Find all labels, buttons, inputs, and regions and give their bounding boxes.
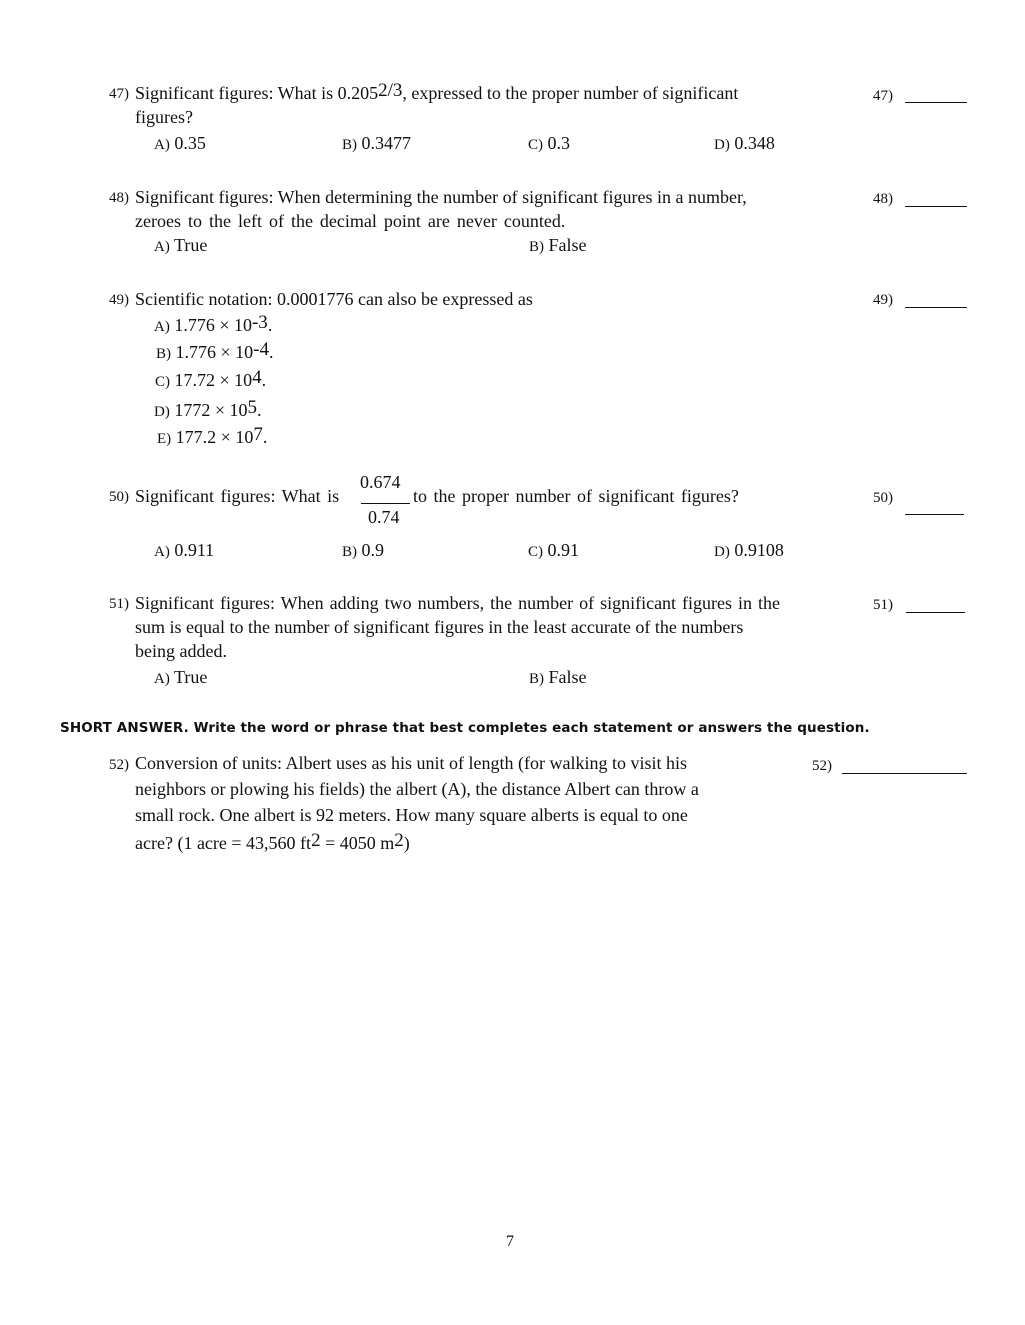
answer-number: 47) xyxy=(873,88,893,104)
answer-number: 51) xyxy=(873,597,893,613)
fraction-numerator: 0.674 xyxy=(360,472,401,492)
option-d[interactable]: D) $1772 \times 10^5$. xyxy=(154,397,262,420)
question-text: Significant figures: When adding two numbers, the number of significant figures in the xyxy=(135,593,781,613)
question-text: Significant figures: When determining the number of significant figures in a number, xyxy=(135,187,747,207)
answer-number: 49) xyxy=(873,292,893,308)
question-text-cont: small rock. One albert is 92 meters. How many square alberts is equal to one xyxy=(135,805,688,825)
question-text-suffix: to the proper number of significant figures? xyxy=(413,486,739,506)
question-text: Significant figures: What is $0.205^{2/3}$, expressed to the proper number of significant xyxy=(135,80,739,103)
option-c[interactable]: C) 0.3 xyxy=(528,133,570,153)
answer-blank[interactable] xyxy=(905,307,967,308)
option-c[interactable]: C) $17.72 \times 10^4$. xyxy=(155,367,267,390)
answer-blank[interactable] xyxy=(905,206,967,207)
option-b[interactable]: B) 0.3477 xyxy=(342,133,411,153)
answer-number: 50) xyxy=(873,490,893,506)
option-a[interactable]: A) True xyxy=(154,235,208,255)
question-text-cont: neighbors or plowing his fields) the albert (A), the distance Albert can throw a xyxy=(135,779,699,799)
option-d[interactable]: D) 0.348 xyxy=(714,133,775,153)
option-d[interactable]: D) 0.9108 xyxy=(714,540,784,560)
question-text: Conversion of units: Albert uses as his unit of length (for walking to visit his xyxy=(135,753,687,773)
question-text-cont: being added. xyxy=(135,641,227,661)
answer-number: 48) xyxy=(873,191,893,207)
option-a[interactable]: A) 0.911 xyxy=(154,540,215,560)
answer-blank[interactable] xyxy=(905,514,964,515)
answer-blank[interactable] xyxy=(842,773,967,774)
option-a[interactable]: A) 0.35 xyxy=(154,133,206,153)
answer-number: 52) xyxy=(812,758,832,774)
option-c[interactable]: C) 0.91 xyxy=(528,540,579,560)
question-text-cont: acre? (1 acre = 43,560 $ft^2 = 4050$ $m^2$) xyxy=(135,830,410,853)
question-text-cont: zeroes to the left of the decimal point are never counted. xyxy=(135,211,566,231)
option-b[interactable]: B) False xyxy=(529,235,587,255)
answer-blank[interactable] xyxy=(905,102,967,103)
section-header: SHORT ANSWER. Write the word or phrase that best completes each statement or answers the question. xyxy=(60,720,870,736)
option-a[interactable]: A) True xyxy=(154,667,208,687)
question-text-prefix: Significant figures: What is xyxy=(135,486,340,506)
question-text: Scientific notation: 0.0001776 can also be expressed as xyxy=(135,289,533,309)
option-b[interactable]: B) False xyxy=(529,667,587,687)
fraction-bar xyxy=(361,503,410,504)
question-text-cont: sum is equal to the number of significant figures in the least accurate of the numbers xyxy=(135,617,744,637)
option-a[interactable]: A) $1.776 \times 10^{-3}$. xyxy=(154,312,273,335)
question-number: 48) xyxy=(109,190,129,206)
option-b[interactable]: B) $1.776 \times 10^{-4}$. xyxy=(156,339,274,362)
question-text-cont: figures? xyxy=(135,107,193,127)
option-b[interactable]: B) 0.9 xyxy=(342,540,384,560)
page-number: 7 xyxy=(506,1233,514,1250)
question-number: 50) xyxy=(109,489,129,505)
option-e[interactable]: E) $177.2 \times 10^7$. xyxy=(157,424,268,447)
question-number: 51) xyxy=(109,596,129,612)
fraction-denominator: 0.74 xyxy=(368,507,400,527)
answer-blank[interactable] xyxy=(906,612,965,613)
question-number: 47) xyxy=(109,86,129,102)
question-number: 49) xyxy=(109,292,129,308)
question-number: 52) xyxy=(109,757,129,773)
